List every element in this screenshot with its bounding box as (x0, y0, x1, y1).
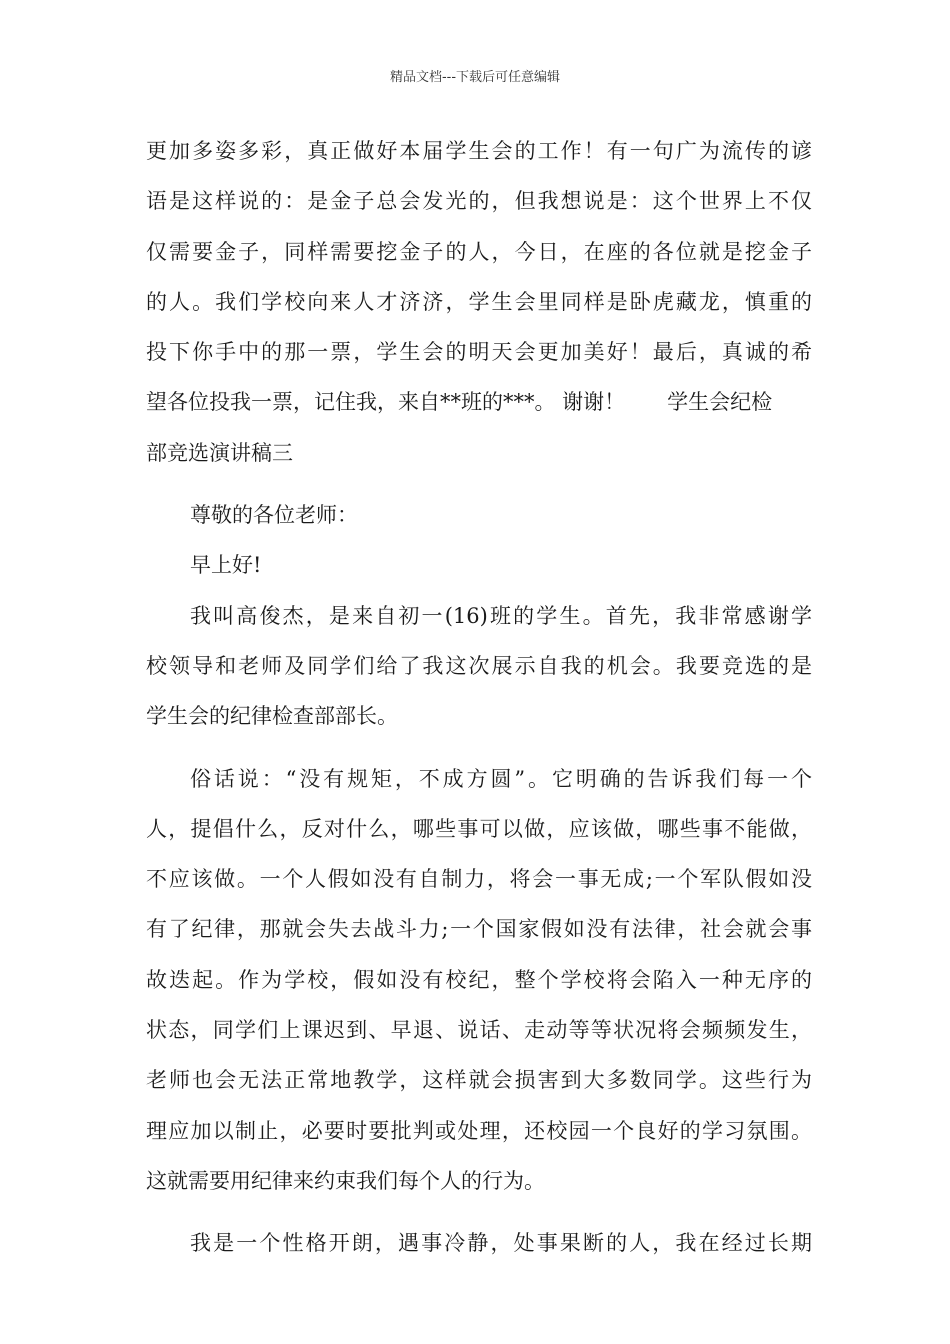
text-line: 我叫高俊杰，是来自初一(16)班的学生。首先，我非常感谢学 (190, 603, 812, 628)
page-header: 精品文档---下载后可任意编辑 (389, 70, 561, 85)
text-line: 投下你手中的那一票，学生会的明天会更加美好！最后，真诚的希 (146, 340, 812, 365)
text-line: 的人。我们学校向来人才济济，学生会里同样是卧虎藏龙，慎重的 (146, 289, 812, 314)
text-line: 人，提倡什么，反对什么，哪些事可以做，应该做，哪些事不能做， (146, 816, 812, 841)
text-line: 不应该做。一个人假如没有自制力，将会一事无成;一个军队假如没 (146, 867, 812, 892)
text-line: 老师也会无法正常地教学，这样就会损害到大多数同学。这些行为 (146, 1068, 812, 1093)
document-body (146, 126, 812, 1269)
text-line: 校领导和老师及同学们给了我这次展示自我的机会。我要竞选的是 (146, 653, 812, 678)
text-line: 学生会的纪律检查部部长。 (146, 704, 398, 729)
text-line: 状态，同学们上课迟到、早退、说话、走动等等状况将会频频发生， (146, 1018, 812, 1043)
text-line: 部竞选演讲稿三 (146, 440, 293, 465)
text-line: 语是这样说的：是金子总会发光的，但我想说是：这个世界上不仅 (146, 189, 812, 214)
salutation: 尊敬的各位老师： (190, 503, 358, 528)
text-line: 有了纪律，那就会失去战斗力;一个国家假如没有法律，社会就会事 (146, 917, 812, 942)
text-line: 我是一个性格开朗，遇事冷静，处事果断的人，我在经过长期 (190, 1231, 812, 1256)
text-line: 俗话说：“没有规矩，不成方圆”。它明确的告诉我们每一个 (190, 766, 812, 791)
text-line: 仅需要金子，同样需要挖金子的人，今日，在座的各位就是挖金子 (146, 239, 812, 264)
text-line: 理应加以制止，必要时要批判或处理，还校园一个良好的学习氛围。 (146, 1118, 812, 1143)
text-line: 这就需要用纪律来约束我们每个人的行为。 (146, 1168, 545, 1193)
text-line: 更加多姿多彩，真正做好本届学生会的工作！有一句广为流传的谚 (146, 139, 812, 163)
text-line: 望各位投我一票，记住我，来自**班的***。 谢谢！ 学生会纪检 (146, 390, 773, 415)
greeting: 早上好! (190, 553, 262, 578)
text-line: 故迭起。作为学校，假如没有校纪，整个学校将会陷入一种无序的 (146, 967, 812, 992)
